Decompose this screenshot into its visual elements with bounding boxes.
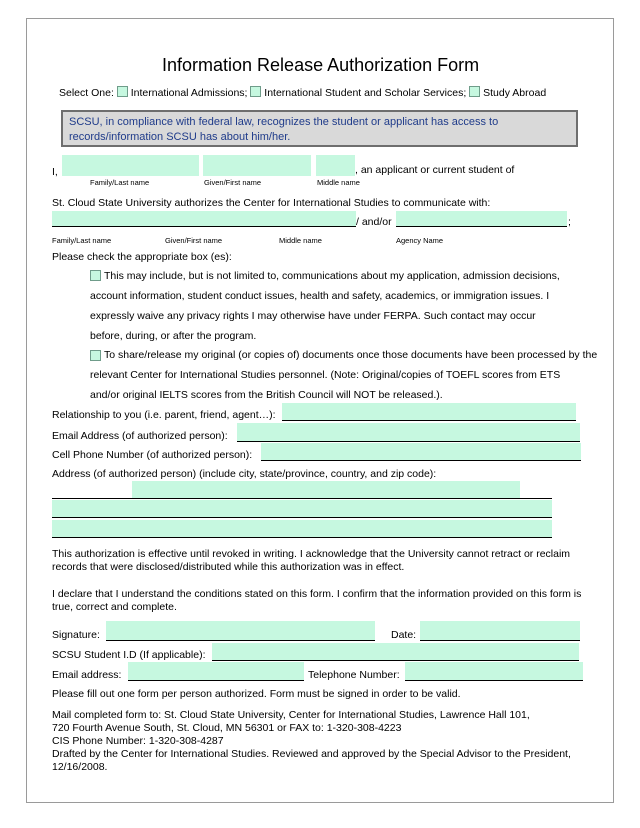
address-line-1-field[interactable] xyxy=(132,481,520,499)
relationship-label: Relationship to you (i.e. parent, friend, agent…): xyxy=(52,409,276,421)
address-auth-label: Address (of authorized person) (include city, state/province, country, and zip code): xyxy=(52,468,437,480)
applicant-last-name-label: Family/Last name xyxy=(90,178,150,187)
relationship-underline xyxy=(282,420,576,421)
contact-name-underline xyxy=(52,226,356,227)
contact-first-name-label: Given/First name xyxy=(165,236,223,245)
effective-paragraph: This authorization is effective until revoked in writing. I acknowledge that the University cannot retract or reclaim records that were disclosed/distributed while this authorization was in effect. xyxy=(52,548,571,573)
email-auth-field[interactable] xyxy=(237,423,580,442)
address-line-3-underline xyxy=(52,537,552,538)
student-id-field[interactable] xyxy=(212,643,579,661)
and-or-label: / and/or xyxy=(356,216,392,228)
applicant-first-name-label: Given/First name xyxy=(204,178,262,187)
declare-paragraph: I declare that I understand the conditions stated on this form. I confirm that the information provided on this form is true, correct and complete. xyxy=(52,588,582,613)
telephone-label: Telephone Number: xyxy=(308,669,400,681)
email-auth-underline xyxy=(237,441,580,442)
agency-name-underline xyxy=(396,226,567,227)
option-international-admissions: International Admissions; xyxy=(130,87,248,99)
email-label: Email address: xyxy=(52,669,122,681)
checkbox-release-documents[interactable] xyxy=(90,350,101,361)
checkbox-study-abroad[interactable] xyxy=(469,86,480,97)
authorizes-text: St. Cloud State University authorizes the Center for International Studies to communicate with: xyxy=(52,197,491,209)
signature-field[interactable] xyxy=(106,621,375,641)
ferpa-notice-text: SCSU, in compliance with federal law, recognizes the student or applicant has access to records/information SCSU has about him/her. xyxy=(69,116,499,143)
agency-name-label: Agency Name xyxy=(396,236,444,245)
address-line-2-field[interactable] xyxy=(52,500,552,518)
contact-name-field[interactable] xyxy=(52,211,356,227)
signature-underline xyxy=(106,640,375,641)
cell-auth-field[interactable] xyxy=(261,443,581,461)
option1-line-4: before, during, or after the program. xyxy=(90,330,257,342)
checkbox-isss[interactable] xyxy=(250,86,261,97)
student-id-label: SCSU Student I.D (If applicable): xyxy=(52,649,206,661)
applicant-middle-name-field[interactable] xyxy=(316,155,355,176)
date-label: Date: xyxy=(391,629,417,641)
option-isss: International Student and Scholar Services; xyxy=(264,87,467,99)
page-title: Information Release Authorization Form xyxy=(162,55,480,75)
cell-auth-label: Cell Phone Number (of authorized person): xyxy=(52,449,253,461)
fill-out-note: Please fill out one form per person authorized. Form must be signed in order to be valid. xyxy=(52,688,461,700)
select-one-row xyxy=(59,86,546,100)
option2-line-1: To share/release my original (or copies of) documents once those documents have been processed by the xyxy=(104,349,598,361)
address-line-3-field[interactable] xyxy=(52,520,552,538)
date-underline xyxy=(420,640,580,641)
mail-line-5: 12/16/2008. xyxy=(52,761,108,773)
option1-line-3: expressly waive any privacy rights I may otherwise have under FERPA. Such contact may occur xyxy=(90,310,536,322)
applicant-last-name-field[interactable] xyxy=(62,155,199,176)
checkbox-international-admissions[interactable] xyxy=(117,86,128,97)
cell-auth-underline xyxy=(261,460,581,461)
address-line-2-underline xyxy=(52,517,552,518)
student-id-underline xyxy=(212,660,579,661)
applicant-first-name-field[interactable] xyxy=(203,155,311,176)
mail-line-3: CIS Phone Number: 1-320-308-4287 xyxy=(52,735,224,747)
semicolon: ; xyxy=(568,216,571,228)
mail-line-2: 720 Fourth Avenue South, St. Cloud, MN 56301 or FAX to: 1-320-308-4223 xyxy=(52,722,402,734)
telephone-field[interactable] xyxy=(405,662,583,681)
email-underline xyxy=(128,680,304,681)
check-prompt: Please check the appropriate box (es): xyxy=(52,251,232,263)
mail-line-1: Mail completed form to: St. Cloud State University, Center for International Studies, Lawrence Hall 101, xyxy=(52,709,530,721)
applicant-middle-name-label: Middle name xyxy=(317,178,360,187)
agency-name-field[interactable] xyxy=(396,211,567,227)
select-one-label: Select One: xyxy=(59,87,114,99)
signature-label: Signature: xyxy=(52,629,100,641)
applicant-suffix: , an applicant or current student of xyxy=(355,164,515,176)
option2-line-2: relevant Center for International Studies personnel. (Note: Original/copies of TOEFL scores from ETS xyxy=(90,369,561,381)
option-study-abroad: Study Abroad xyxy=(483,87,547,99)
checkbox-communications[interactable] xyxy=(90,270,101,281)
contact-last-name-label: Family/Last name xyxy=(52,236,112,245)
address-line-1-underline xyxy=(52,498,552,499)
applicant-prefix: I, xyxy=(52,166,58,178)
email-field[interactable] xyxy=(128,662,304,681)
option1-line-2: account information, student conduct issues, health and safety, academics, or immigration issues. I xyxy=(90,290,550,302)
date-field[interactable] xyxy=(420,621,580,641)
option2-line-3: and/or original IELTS scores from the British Council will NOT be released.). xyxy=(90,389,443,401)
telephone-underline xyxy=(405,680,583,681)
relationship-field[interactable] xyxy=(282,403,576,421)
mail-line-4: Drafted by the Center for International Studies. Reviewed and approved by the Special Advisor to the President, xyxy=(52,748,571,760)
ferpa-notice-box xyxy=(61,110,578,147)
email-auth-label: Email Address (of authorized person): xyxy=(52,430,228,442)
contact-middle-name-label: Middle name xyxy=(279,236,322,245)
option1-line-1: This may include, but is not limited to, communications about my application, admission decisions, xyxy=(104,270,560,282)
